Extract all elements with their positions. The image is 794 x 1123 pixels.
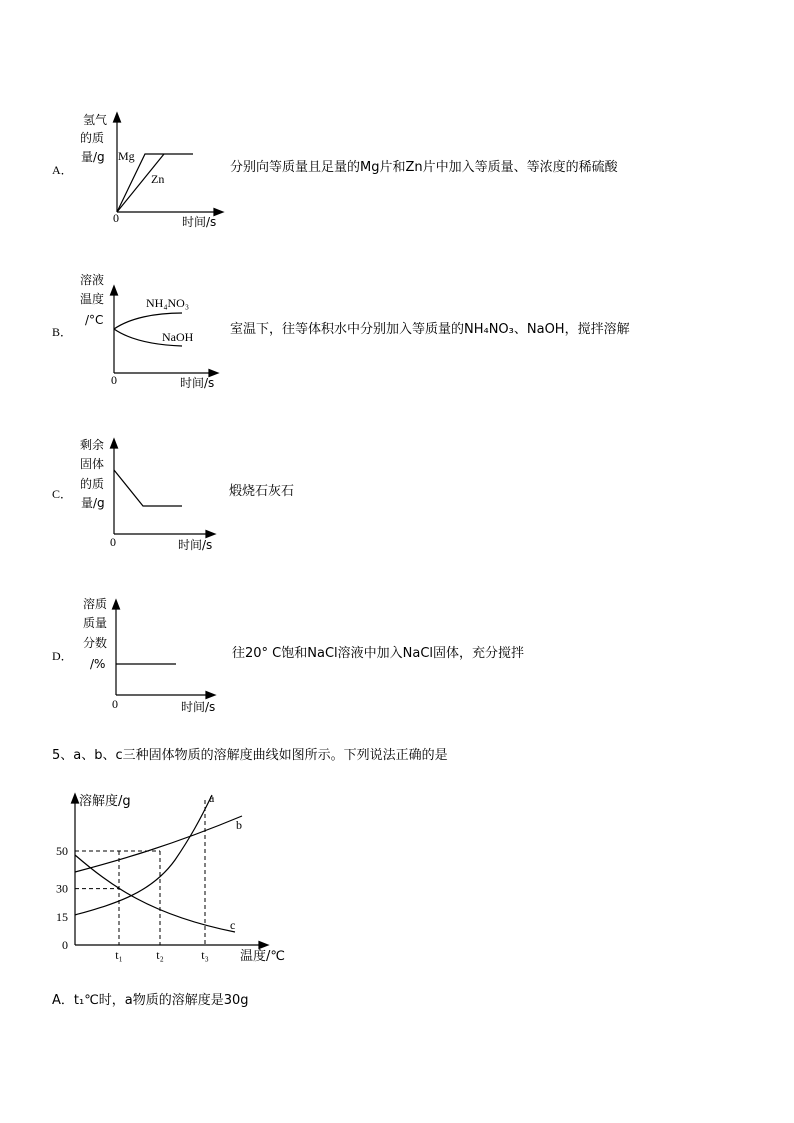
graph-b-ylabel-line3: /°C xyxy=(85,313,104,327)
curve-label-a: a xyxy=(209,791,215,805)
graph-c-line xyxy=(114,470,182,506)
graph-a-ylabel-line2: 的质 xyxy=(80,131,105,145)
graph-a-xlabel: 时间/s xyxy=(182,215,217,229)
graph-b-xlabel: 时间/s xyxy=(180,376,215,390)
graph-c-ylabel-line2: 固体 xyxy=(80,457,105,471)
graph-b-naoh-label: NaOH xyxy=(162,330,194,344)
graph-c-ylabel-line3: 的质 xyxy=(80,477,105,491)
graph-a-axes xyxy=(114,113,224,216)
solubility-ylabel: 溶解度/g xyxy=(79,794,131,809)
graph-a-mg-label: Mg xyxy=(118,149,135,163)
option-a-letter: A． xyxy=(52,163,73,177)
question-5-text: 5、a、b、c三种固体物质的溶解度曲线如图所示。下列说法正确的是 xyxy=(52,748,448,763)
graph-d-origin: 0 xyxy=(112,697,118,711)
graph-a-ylabel-line1: 氢气 xyxy=(83,113,108,127)
option-d-letter: D． xyxy=(52,649,73,663)
y-tick-label: 0 xyxy=(62,938,68,952)
question-5-option-a: A．t₁℃时，a物质的溶解度是30g xyxy=(52,993,249,1008)
curve-c xyxy=(75,855,235,932)
curve-label-b: b xyxy=(236,818,242,832)
y-tick-label: 50 xyxy=(56,844,68,858)
option-d-description: 往20° C饱和NaCl溶液中加入NaCl固体，充分搅拌 xyxy=(232,646,525,661)
graph-c-xlabel: 时间/s xyxy=(178,538,213,552)
solubility-xlabel: 温度/℃ xyxy=(240,949,285,964)
graph-c-axes xyxy=(111,439,216,538)
y-tick-label: 15 xyxy=(56,909,68,924)
option-c-letter: C． xyxy=(52,487,73,501)
y-tick-label: 30 xyxy=(56,881,68,896)
graph-b-nh4no3-label: NH₄NO₃ xyxy=(146,296,190,310)
option-b-description: 室温下，往等体积水中分别加入等质量的NH₄NO₃、NaOH，搅拌溶解 xyxy=(230,322,630,337)
graph-d-axes xyxy=(113,600,216,699)
graph-a-zn-label: Zn xyxy=(151,172,165,186)
graph-b-nh4no3-curve xyxy=(114,313,182,329)
graph-d-ylabel-line4: /% xyxy=(90,657,106,671)
x-tick-label: t₁ xyxy=(115,948,123,962)
option-b-letter: B． xyxy=(52,325,73,339)
curve-b xyxy=(75,816,242,872)
graph-b-ylabel-line1: 溶液 xyxy=(80,273,105,287)
graph-b-ylabel-line2: 温度 xyxy=(80,292,105,306)
graph-c-ylabel-line1: 剩余 xyxy=(80,438,105,452)
graph-c-ylabel-line4: 量/g xyxy=(81,496,105,510)
option-a-description: 分别向等质量且足量的Mg片和Zn片中加入等质量、等浓度的稀硫酸 xyxy=(230,160,618,175)
x-tick-label: t₃ xyxy=(201,948,209,962)
graph-d-ylabel-line3: 分数 xyxy=(83,636,108,650)
graph-c-origin: 0 xyxy=(110,535,116,549)
option-c-description: 煅烧石灰石 xyxy=(229,484,295,499)
graph-a-ylabel-line3: 量/g xyxy=(81,150,105,164)
graph-d-ylabel-line2: 质量 xyxy=(83,616,108,630)
graph-b-origin: 0 xyxy=(111,373,117,387)
curve-label-c: c xyxy=(230,918,236,932)
graph-d-xlabel: 时间/s xyxy=(181,700,216,714)
graph-a-origin: 0 xyxy=(113,211,119,225)
x-tick-label: t₂ xyxy=(156,948,164,962)
graph-d-ylabel-line1: 溶质 xyxy=(83,597,108,611)
curve-a xyxy=(75,795,212,915)
